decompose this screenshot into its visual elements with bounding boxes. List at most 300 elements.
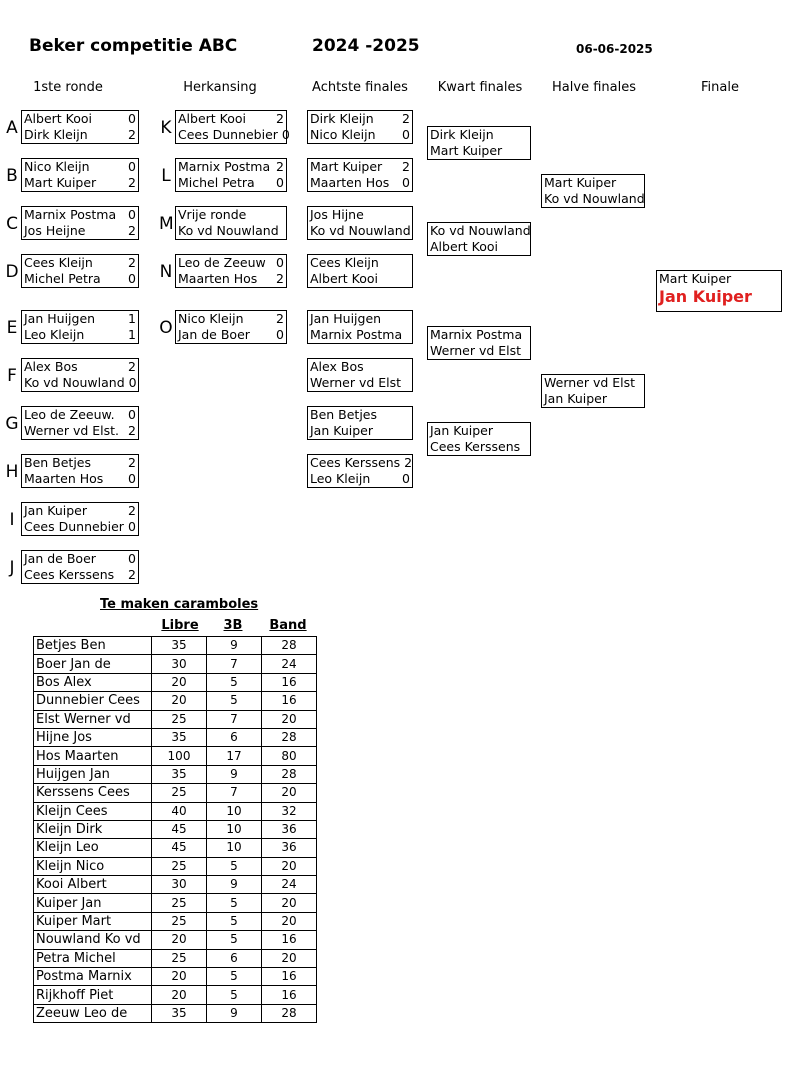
player-name: Jan Huijgen — [310, 311, 382, 326]
player-row — [24, 503, 136, 519]
player-score — [406, 311, 410, 327]
3b-cell: 10 — [207, 802, 262, 820]
player-row — [178, 175, 284, 191]
band-cell: 28 — [262, 637, 317, 655]
player-score: 0 — [128, 519, 136, 534]
match-letter: A — [6, 118, 18, 138]
player-row — [178, 255, 284, 271]
player-name-cell: Postma Marnix — [34, 968, 152, 986]
match-box-achtste — [307, 454, 413, 488]
player-name: Maarten Hos — [178, 271, 258, 286]
player-score: 0 — [128, 407, 136, 422]
match-letter: N — [159, 262, 173, 282]
round-heading-achtste-finales: Achtste finales — [312, 80, 408, 95]
match-letter: E — [6, 318, 18, 338]
match-box-kwart — [427, 326, 531, 360]
player-name: Albert Kooi — [178, 111, 247, 126]
player-score — [406, 271, 410, 287]
player-row — [430, 423, 528, 439]
player-row — [24, 327, 136, 343]
player-row — [544, 375, 642, 391]
table-row — [34, 710, 317, 728]
player-row — [178, 127, 290, 143]
player-score: 0 — [281, 127, 290, 142]
player-row — [24, 519, 136, 535]
band-cell: 20 — [262, 894, 317, 912]
match-box-herkansing — [175, 310, 287, 344]
player-name: Michel Petra — [178, 175, 255, 190]
match-letter: C — [6, 214, 18, 234]
band-cell: 20 — [262, 784, 317, 802]
player-name: Mart Kuiper — [544, 175, 617, 190]
player-row — [24, 175, 136, 191]
match-letter: L — [161, 166, 171, 186]
table-row — [34, 802, 317, 820]
player-row — [310, 327, 410, 343]
player-name: Marnix Postma — [430, 327, 523, 342]
player-name: Leo Kleijn — [24, 327, 85, 342]
player-name: Leo de Zeeuw. — [24, 407, 115, 422]
player-score: 0 — [402, 471, 410, 486]
player-score: 0 — [276, 255, 284, 270]
player-row — [24, 567, 136, 583]
player-name: Cees Kerssens — [430, 439, 521, 454]
player-name: Nico Kleijn — [178, 311, 244, 326]
player-name: Jan Kuiper — [24, 503, 87, 518]
table-row — [34, 931, 317, 949]
match-box-herkansing — [175, 206, 287, 240]
libre-cell: 40 — [152, 802, 207, 820]
3b-cell: 10 — [207, 839, 262, 857]
match-letter: H — [5, 462, 19, 482]
player-name: Ko vd Nouwland — [24, 375, 125, 390]
round-heading-kwart-finales: Kwart finales — [437, 80, 523, 95]
player-row — [24, 127, 136, 143]
player-score: 0 — [402, 175, 410, 190]
match-box-achtste — [307, 310, 413, 344]
player-row — [24, 223, 136, 239]
player-score: 2 — [276, 111, 284, 126]
player-score — [406, 359, 410, 375]
table-row — [34, 637, 317, 655]
table-row — [34, 820, 317, 838]
table-row — [34, 655, 317, 673]
player-name: Albert Kooi — [310, 271, 379, 286]
player-row — [310, 455, 413, 471]
band-cell: 20 — [262, 949, 317, 967]
player-score: 0 — [128, 271, 136, 286]
player-score — [406, 375, 410, 391]
player-name: Jan de Boer — [24, 551, 96, 566]
3b-cell: 5 — [207, 912, 262, 930]
table-row — [34, 784, 317, 802]
table-row — [34, 692, 317, 710]
libre-cell: 25 — [152, 710, 207, 728]
player-score: 1 — [128, 327, 136, 342]
libre-cell: 35 — [152, 1004, 207, 1022]
3b-cell: 9 — [207, 876, 262, 894]
3b-cell: 5 — [207, 986, 262, 1004]
player-row — [310, 407, 410, 423]
libre-cell: 35 — [152, 637, 207, 655]
match-box-kwart — [427, 222, 531, 256]
match-box-achtste — [307, 110, 413, 144]
player-row — [310, 471, 410, 487]
player-name: Mart Kuiper — [310, 159, 383, 174]
match-box-kwart — [427, 422, 531, 456]
player-name: Michel Petra — [24, 271, 101, 286]
player-score — [406, 407, 410, 423]
player-score: 0 — [128, 207, 136, 222]
player-name: Alex Bos — [24, 359, 78, 374]
player-row — [24, 551, 136, 567]
table-row — [34, 876, 317, 894]
player-score: 2 — [128, 567, 136, 582]
player-name: Ko vd Nouwland — [310, 223, 411, 238]
band-cell: 16 — [262, 673, 317, 691]
player-row — [24, 407, 136, 423]
player-name-cell: Hijne Jos — [34, 728, 152, 746]
3b-cell: 7 — [207, 655, 262, 673]
band-cell: 16 — [262, 968, 317, 986]
player-score — [406, 207, 410, 223]
player-row — [24, 207, 136, 223]
table-row — [34, 912, 317, 930]
player-name: Dirk Kleijn — [310, 111, 374, 126]
player-name: Cees Dunnebier — [24, 519, 124, 534]
player-name-cell: Kuiper Jan — [34, 894, 152, 912]
band-cell: 36 — [262, 839, 317, 857]
player-row — [24, 159, 136, 175]
match-box-kwart — [427, 126, 531, 160]
player-row — [544, 191, 645, 207]
player-name: Jan de Boer — [178, 327, 250, 342]
match-letter: M — [159, 214, 174, 234]
3b-cell: 7 — [207, 710, 262, 728]
match-box-round1 — [21, 358, 139, 392]
match-box-achtste — [307, 254, 413, 288]
3b-cell: 5 — [207, 931, 262, 949]
table-row — [34, 728, 317, 746]
player-score: 2 — [404, 455, 413, 470]
player-score: 2 — [276, 271, 284, 286]
player-name-cell: Petra Michel — [34, 949, 152, 967]
player-score: 2 — [128, 127, 136, 142]
player-name: Alex Bos — [310, 359, 364, 374]
band-cell: 28 — [262, 728, 317, 746]
band-cell: 24 — [262, 876, 317, 894]
player-score — [411, 223, 415, 239]
player-row — [659, 271, 779, 287]
match-box-achtste — [307, 406, 413, 440]
match-box-round1 — [21, 110, 139, 144]
player-name-cell: Kleijn Cees — [34, 802, 152, 820]
player-name: Albert Kooi — [24, 111, 93, 126]
player-row — [430, 327, 528, 343]
player-name: Albert Kooi — [430, 239, 499, 254]
libre-cell: 20 — [152, 986, 207, 1004]
player-row — [310, 271, 410, 287]
player-name: Marnix Postma — [24, 207, 117, 222]
player-row — [24, 271, 136, 287]
player-name: Mart Kuiper — [24, 175, 97, 190]
3b-cell: 5 — [207, 692, 262, 710]
3b-cell: 17 — [207, 747, 262, 765]
3b-cell: 9 — [207, 765, 262, 783]
band-cell: 28 — [262, 765, 317, 783]
caramboles-table — [33, 636, 317, 1023]
player-name: Werner vd Elst — [544, 375, 636, 390]
match-box-round1 — [21, 550, 139, 584]
3b-cell: 10 — [207, 820, 262, 838]
player-name: Werner vd Elst — [430, 343, 522, 358]
band-cell: 20 — [262, 710, 317, 728]
libre-cell: 35 — [152, 728, 207, 746]
band-cell: 80 — [262, 747, 317, 765]
match-box-herkansing — [175, 254, 287, 288]
libre-cell: 25 — [152, 857, 207, 875]
player-row — [310, 223, 410, 239]
player-name-cell: Boer Jan de — [34, 655, 152, 673]
player-row — [430, 127, 528, 143]
player-row — [178, 111, 284, 127]
match-box-herkansing — [175, 110, 290, 144]
player-row — [310, 423, 410, 439]
3b-cell: 7 — [207, 784, 262, 802]
band-cell: 36 — [262, 820, 317, 838]
libre-cell: 20 — [152, 673, 207, 691]
round-heading-1ste-ronde: 1ste ronde — [33, 80, 103, 95]
player-row — [24, 423, 136, 439]
band-cell: 20 — [262, 912, 317, 930]
player-name-cell: Betjes Ben — [34, 637, 152, 655]
player-row — [24, 455, 136, 471]
player-row — [430, 439, 528, 455]
player-name-cell: Rijkhoff Piet — [34, 986, 152, 1004]
player-score: 2 — [128, 175, 136, 190]
player-name-cell: Kleijn Dirk — [34, 820, 152, 838]
3b-cell: 6 — [207, 728, 262, 746]
player-row — [544, 391, 642, 407]
player-name: Marnix Postma — [178, 159, 271, 174]
round-heading-finale: Finale — [701, 80, 739, 95]
player-row — [310, 311, 410, 327]
player-row — [310, 127, 410, 143]
date-label: 06-06-2025 — [576, 42, 653, 56]
match-box-round1 — [21, 158, 139, 192]
player-name: Ben Betjes — [310, 407, 378, 422]
player-score: 2 — [128, 255, 136, 270]
player-name: Ben Betjes — [24, 455, 92, 470]
player-score: 2 — [276, 159, 284, 174]
match-letter: F — [7, 366, 17, 386]
col-header-band: Band — [269, 618, 307, 633]
libre-cell: 45 — [152, 839, 207, 857]
player-row — [178, 311, 284, 327]
3b-cell: 5 — [207, 894, 262, 912]
player-row — [430, 239, 528, 255]
player-row — [310, 111, 410, 127]
table-row — [34, 986, 317, 1004]
player-row — [310, 159, 410, 175]
table-row — [34, 765, 317, 783]
libre-cell: 20 — [152, 968, 207, 986]
band-cell: 20 — [262, 857, 317, 875]
col-header-libre: Libre — [161, 618, 199, 633]
winner-name: Jan Kuiper — [659, 287, 752, 306]
match-letter: O — [159, 318, 173, 338]
match-box-achtste — [307, 358, 413, 392]
match-letter: J — [9, 558, 15, 578]
player-name: Werner vd Elst. — [24, 423, 120, 438]
match-letter: I — [9, 510, 15, 530]
band-cell: 32 — [262, 802, 317, 820]
table-row — [34, 673, 317, 691]
match-box-round1 — [21, 454, 139, 488]
col-header-3b: 3B — [223, 618, 243, 633]
caramboles-title: Te maken caramboles — [100, 597, 259, 612]
band-cell: 16 — [262, 986, 317, 1004]
libre-cell: 20 — [152, 692, 207, 710]
player-name: Ko vd Nouwland — [430, 223, 531, 238]
player-row — [178, 271, 284, 287]
3b-cell: 9 — [207, 1004, 262, 1022]
player-row — [310, 359, 410, 375]
match-box-achtste — [307, 158, 413, 192]
player-name-cell: Kleijn Nico — [34, 857, 152, 875]
libre-cell: 45 — [152, 820, 207, 838]
player-score: 2 — [128, 423, 136, 438]
table-row — [34, 894, 317, 912]
player-name: Jan Kuiper — [310, 423, 373, 438]
player-row — [544, 175, 642, 191]
season-label: 2024 -2025 — [312, 36, 420, 56]
3b-cell: 5 — [207, 673, 262, 691]
player-name-cell: Kerssens Cees — [34, 784, 152, 802]
libre-cell: 35 — [152, 765, 207, 783]
player-score: 0 — [276, 327, 284, 342]
3b-cell: 5 — [207, 968, 262, 986]
player-name: Ko vd Nouwland — [178, 223, 279, 238]
match-box-round1 — [21, 502, 139, 536]
player-row — [24, 111, 136, 127]
match-letter: D — [5, 262, 19, 282]
player-name: Jan Kuiper — [544, 391, 607, 406]
player-row — [178, 207, 284, 223]
player-score — [406, 255, 410, 271]
player-name: Mart Kuiper — [430, 143, 503, 158]
match-box-round1 — [21, 206, 139, 240]
winner-row — [659, 287, 779, 307]
match-letter: K — [160, 118, 172, 138]
player-row — [24, 311, 136, 327]
player-name: Mart Kuiper — [659, 271, 732, 286]
3b-cell: 5 — [207, 857, 262, 875]
player-name: Leo de Zeeuw — [178, 255, 266, 270]
player-score: 0 — [402, 127, 410, 142]
player-name: Cees Dunnebier — [178, 127, 278, 142]
player-score: 2 — [128, 223, 136, 238]
player-score — [406, 327, 410, 343]
player-row — [430, 223, 531, 239]
table-row — [34, 839, 317, 857]
round-heading-herkansing: Herkansing — [183, 80, 257, 95]
player-name-cell: Dunnebier Cees — [34, 692, 152, 710]
player-name: Nico Kleijn — [24, 159, 90, 174]
table-row — [34, 1004, 317, 1022]
libre-cell: 30 — [152, 655, 207, 673]
player-score: 0 — [128, 375, 137, 390]
player-name: Cees Kleijn — [24, 255, 93, 270]
player-name: Cees Kleijn — [310, 255, 379, 270]
libre-cell: 25 — [152, 949, 207, 967]
player-score: 2 — [276, 311, 284, 326]
player-name-cell: Nouwland Ko vd — [34, 931, 152, 949]
player-score: 2 — [128, 503, 136, 518]
player-name: Cees Kerssens — [310, 455, 401, 470]
band-cell: 28 — [262, 1004, 317, 1022]
match-box-round1 — [21, 310, 139, 344]
round-heading-halve-finales: Halve finales — [552, 80, 636, 95]
player-row — [178, 327, 284, 343]
band-cell: 24 — [262, 655, 317, 673]
player-name: Werner vd Elst — [310, 375, 402, 390]
match-box-round1 — [21, 254, 139, 288]
player-row — [430, 343, 528, 359]
player-row — [310, 207, 410, 223]
3b-cell: 6 — [207, 949, 262, 967]
3b-cell: 9 — [207, 637, 262, 655]
libre-cell: 100 — [152, 747, 207, 765]
player-row — [24, 375, 136, 391]
player-name: Dirk Kleijn — [24, 127, 88, 142]
player-name: Leo Kleijn — [310, 471, 371, 486]
player-score — [406, 423, 410, 439]
player-row — [310, 255, 410, 271]
player-score: 2 — [128, 455, 136, 470]
player-name-cell: Bos Alex — [34, 673, 152, 691]
player-score — [280, 207, 284, 223]
player-name: Nico Kleijn — [310, 127, 376, 142]
match-box-halve — [541, 374, 645, 408]
libre-cell: 25 — [152, 894, 207, 912]
player-name: Maarten Hos — [310, 175, 390, 190]
player-score: 0 — [128, 471, 136, 486]
player-name: Jan Huijgen — [24, 311, 96, 326]
match-letter: G — [5, 414, 19, 434]
match-box-round1 — [21, 406, 139, 440]
player-name: Jos Hijne — [310, 207, 364, 222]
player-score: 0 — [128, 159, 136, 174]
table-row — [34, 949, 317, 967]
player-score: 2 — [402, 159, 410, 174]
player-name-cell: Kooi Albert — [34, 876, 152, 894]
player-row — [430, 143, 528, 159]
player-name-cell: Kleijn Leo — [34, 839, 152, 857]
band-cell: 16 — [262, 931, 317, 949]
player-name: Marnix Postma — [310, 327, 403, 342]
match-letter: B — [6, 166, 18, 186]
player-score: 1 — [128, 311, 136, 326]
band-cell: 16 — [262, 692, 317, 710]
player-row — [24, 359, 136, 375]
player-score — [280, 223, 284, 239]
player-name-cell: Hos Maarten — [34, 747, 152, 765]
player-row — [24, 471, 136, 487]
table-row — [34, 857, 317, 875]
table-row — [34, 968, 317, 986]
player-name: Maarten Hos — [24, 471, 104, 486]
